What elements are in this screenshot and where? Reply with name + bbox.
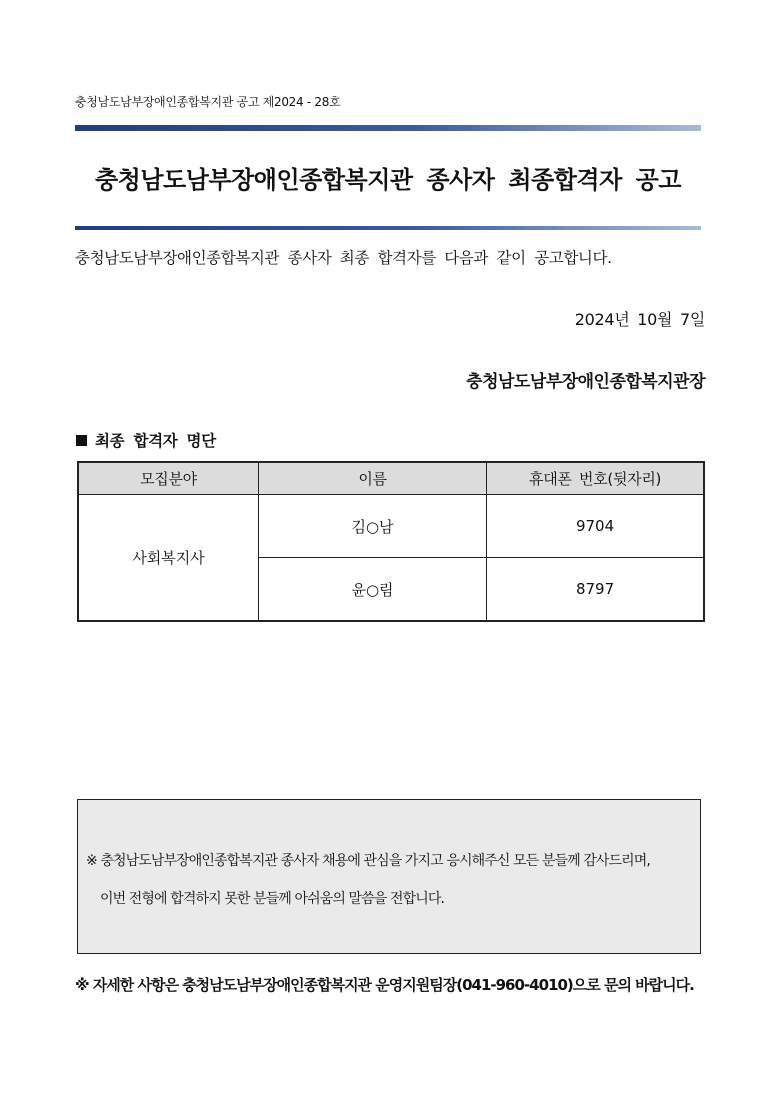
column-header-field: 모집분야 xyxy=(78,462,258,495)
section-heading xyxy=(76,429,216,451)
results-table xyxy=(77,461,705,622)
square-bullet-icon xyxy=(76,435,87,446)
document-number: 충청남도남부장애인종합복지관 공고 제2024 - 28호 xyxy=(75,95,341,109)
page-title: 충청남도남부장애인종합복지관 종사자 최종합격자 공고 xyxy=(95,166,681,194)
name-cell: 윤○림 xyxy=(258,558,486,622)
phone-cell: 8797 xyxy=(487,558,704,622)
name-cell: 김○남 xyxy=(258,495,486,558)
header-divider-bottom xyxy=(75,226,701,230)
field-cell: 사회복지사 xyxy=(78,495,258,622)
notice-line-2: 이번 전형에 합격하지 못한 분들께 아쉬움의 말씀을 전합니다. xyxy=(100,891,445,907)
header-divider-top xyxy=(75,125,701,131)
column-header-phone: 휴대폰 번호(뒷자리) xyxy=(487,462,704,495)
notice-box xyxy=(77,799,701,954)
section-title: 최종 합격자 명단 xyxy=(95,432,216,450)
notice-line-1: ※ 충청남도남부장애인종합복지관 종사자 채용에 관심을 가지고 응시해주신 모든 분들께 감사드리며, xyxy=(86,853,650,869)
signatory: 충청남도남부장애인종합복지관장 xyxy=(466,372,705,392)
table-row xyxy=(78,495,704,558)
column-header-name: 이름 xyxy=(258,462,486,495)
announcement-date: 2024년 10월 7일 xyxy=(574,310,705,329)
contact-note: ※ 자세한 사항은 충청남도남부장애인종합복지관 운영지원팀장(041-960-4010)으로 문의 바랍니다. xyxy=(75,976,694,994)
table-header-row xyxy=(78,462,704,495)
phone-cell: 9704 xyxy=(487,495,704,558)
intro-text: 충청남도남부장애인종합복지관 종사자 최종 합격자를 다음과 같이 공고합니다. xyxy=(75,249,612,267)
